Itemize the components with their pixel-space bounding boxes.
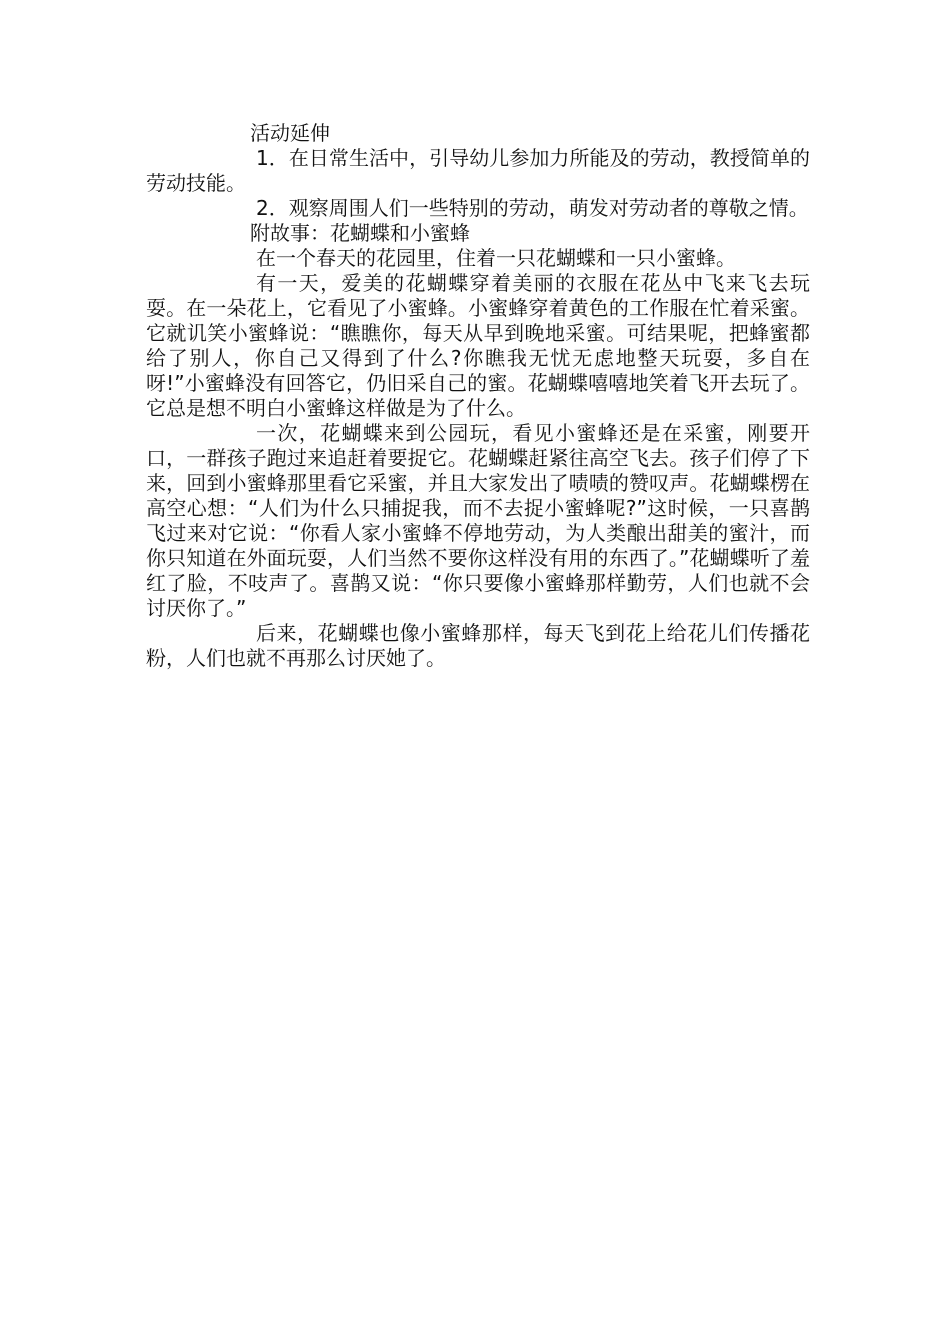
section-title: 活动延伸 [250, 121, 330, 145]
story-title: 附故事：花蝴蝶和小蜜蜂 [250, 221, 470, 245]
story-paragraph: 一次，花蝴蝶来到公园玩，看见小蜜蜂还是在采蜜，刚要开口，一群孩子跑过来追赶着要捉它。花蝴蝶赶紧往高空飞去。孩子们停了下来，回到小蜜蜂那里看它采蜜，并且大家发出了啧啧的赞叹声。花蝴蝶楞在高空心想：“人们为什么只捕捉我，而不去捉小蜜蜂呢?”这时候，一只喜鹊飞过来对它说：“你看人家小蜜蜂不停地劳动，为人类酿出甜美的蜜汁，而你只知道在外面玩耍，人们当然不要你这样没有用的东西了。”花蝴蝶听了羞红了脸，不吱声了。喜鹊又说：“你只要像小蜜蜂那样勤劳，人们也就不会讨厌你了。” [146, 421, 810, 620]
list-item: 2．观察周围人们一些特别的劳动，萌发对劳动者的尊敬之情。 [256, 196, 809, 220]
list-item: 1．在日常生活中，引导幼儿参加力所能及的劳动，教授简单的劳动技能。 [146, 146, 810, 195]
story-paragraph: 在一个春天的花园里，住着一只花蝴蝶和一只小蜜蜂。 [256, 246, 736, 270]
story-paragraph: 有一天，爱美的花蝴蝶穿着美丽的衣服在花丛中飞来飞去玩耍。在一朵花上，它看见了小蜜蜂。小蜜蜂穿着黄色的工作服在忙着采蜜。它就讥笑小蜜蜂说：“瞧瞧你，每天从早到晚地采蜜。可结果呢，把蜂蜜都给了别人，你自己又得到了什么?你瞧我无忧无虑地整天玩耍，多自在呀!”小蜜蜂没有回答它，仍旧采自己的蜜。花蝴蝶嘻嘻地笑着飞开去玩了。它总是想不明白小蜜蜂这样做是为了什么。 [146, 271, 810, 420]
story-paragraph: 后来，花蝴蝶也像小蜜蜂那样，每天飞到花上给花儿们传播花粉，人们也就不再那么讨厌她了。 [146, 621, 810, 670]
document-body [146, 121, 810, 671]
